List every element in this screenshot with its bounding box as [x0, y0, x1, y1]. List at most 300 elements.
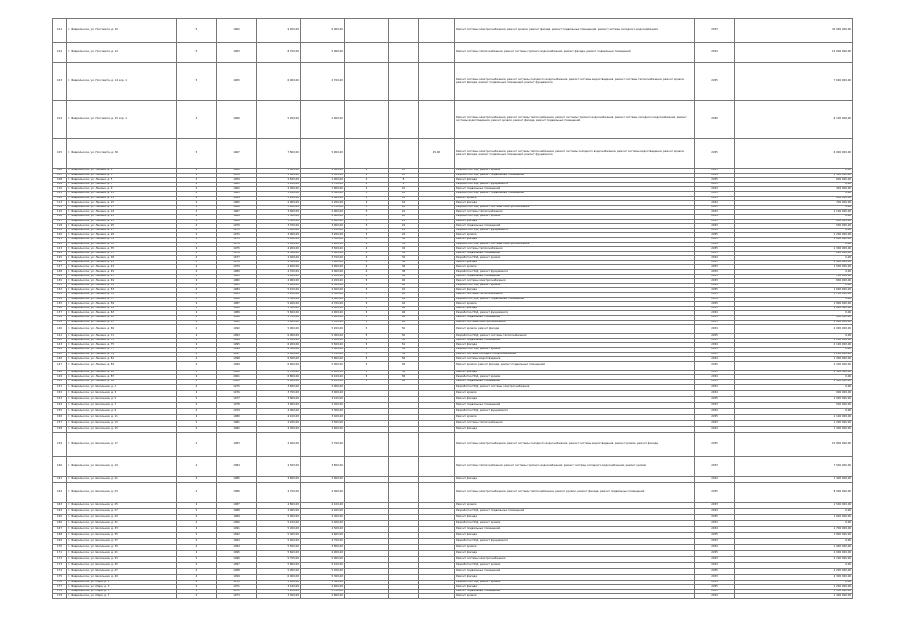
flats-cell: 24	[389, 224, 419, 229]
works-cell: Ремонт кровли, ремонт фасада	[455, 325, 695, 334]
year-cell: 1978	[217, 402, 257, 408]
living-area-cell: 4 900,00	[301, 550, 345, 556]
residents-cell	[419, 456, 455, 476]
living-area-cell: 1 900,00	[301, 178, 345, 183]
series-cell: 2	[177, 594, 217, 599]
cost-cell: 0,00	[735, 256, 853, 261]
works-cell: Ремонт фасада	[455, 514, 695, 520]
flats-cell: 8	[389, 182, 419, 187]
cost-cell: 0,00	[735, 538, 853, 544]
cost-cell: 1 300 000,00	[735, 357, 853, 362]
area-cell: 4 200,00	[257, 420, 301, 426]
living-area-cell: 4 000,00	[301, 270, 345, 275]
works-cell: Разработка ПСД, ремонт подвальных помещений	[455, 297, 695, 302]
floors-cell: 5	[345, 357, 389, 362]
year-cell: 1997	[217, 352, 257, 357]
living-area-cell: 3 000,00	[301, 224, 345, 229]
series-cell: 2	[177, 311, 217, 316]
address-cell: г. Февральское, ул. Ленина, д. 25	[67, 224, 177, 229]
series-cell: 5	[177, 63, 217, 101]
deadline-cell: 2034	[695, 242, 735, 247]
address-cell: г. Февральское, ул. Ленина, д. 87	[67, 375, 177, 380]
area-cell: 6 500,00	[257, 357, 301, 362]
cost-cell: 0,00	[735, 270, 853, 275]
cost-cell: 0,00	[735, 347, 853, 352]
living-area-cell: 4 000,00	[301, 482, 345, 502]
address-cell: г. Февральское, ул. Поссовета, д. 15 кор. 1	[67, 101, 177, 139]
flats-cell: 50	[389, 334, 419, 339]
table-row	[53, 19, 853, 43]
series-cell: 2	[177, 532, 217, 538]
floors-cell	[345, 482, 389, 502]
area-cell: 3 000,00	[257, 580, 301, 585]
series-cell: 2	[177, 196, 217, 201]
year-cell: 1991	[217, 526, 257, 532]
flats-cell: 12	[389, 173, 419, 178]
works-cell: Ремонт кровли	[455, 302, 695, 307]
area-cell: 4 600,00	[257, 476, 301, 482]
series-cell: 2	[177, 538, 217, 544]
area-cell: 3 000,00	[257, 169, 301, 174]
address-cell: г. Февральское, ул. Поссовета, д. 10	[67, 19, 177, 43]
row-number: 106	[53, 169, 67, 174]
cost-cell: 7 600 000,00	[735, 63, 853, 101]
deadline-cell: 2033	[695, 251, 735, 256]
living-area-cell: 3 600,00	[301, 251, 345, 256]
address-cell: г. Февральское, ул. Школьная, д. 25	[67, 502, 177, 508]
floors-cell: 5	[345, 316, 389, 321]
floors-cell	[345, 456, 389, 476]
cost-cell: 1 800 000,00	[735, 302, 853, 307]
area-cell: 5 200,00	[257, 293, 301, 298]
year-cell: 1988	[217, 508, 257, 514]
cost-cell: 1 200 000,00	[735, 585, 853, 590]
address-cell: г. Февральское, ул. Школьная, д. 1	[67, 384, 177, 390]
address-cell: г. Февральское, ул. Ленина, д. 77	[67, 347, 177, 352]
area-cell: 8 700,00	[257, 43, 301, 63]
series-cell: 2	[177, 334, 217, 339]
floors-cell: 5	[345, 361, 389, 370]
flats-cell: 56	[389, 357, 419, 362]
cost-cell: 0,00	[735, 384, 853, 390]
works-cell: Разработка ПСД, ремонт кровли	[455, 520, 695, 526]
year-cell: 1975	[217, 384, 257, 390]
living-area-cell: 4 200,00	[301, 508, 345, 514]
series-cell: 2	[177, 402, 217, 408]
area-cell: 6 400,00	[257, 352, 301, 357]
series-cell: 2	[177, 420, 217, 426]
living-area-cell: 4 900,00	[301, 311, 345, 316]
series-cell: 2	[177, 302, 217, 307]
living-area-cell: 2 600,00	[301, 585, 345, 590]
flats-cell: 44	[389, 297, 419, 302]
flats-cell: 58	[389, 375, 419, 380]
series-cell: 2	[177, 379, 217, 384]
row-number: 133	[53, 293, 67, 298]
table-row	[53, 139, 853, 169]
row-number: 158	[53, 426, 67, 432]
flats-cell: 58	[389, 370, 419, 375]
cost-cell: 1 300 000,00	[735, 426, 853, 432]
living-area-cell: 3 200,00	[301, 402, 345, 408]
works-cell: Разработка ПСД, ремонт фундамента	[455, 408, 695, 414]
living-area-cell: 4 500,00	[301, 293, 345, 298]
area-cell: 3 100,00	[257, 585, 301, 590]
address-cell: г. Февральское, ул. Школьная, д. 41	[67, 550, 177, 556]
living-area-cell: 3 600,00	[301, 426, 345, 432]
area-cell: 2 100,00	[257, 182, 301, 187]
deadline-cell: 2034	[695, 426, 735, 432]
series-cell: 2	[177, 320, 217, 325]
area-cell: 4 800,00	[257, 502, 301, 508]
deadline-cell: 2033	[695, 320, 735, 325]
address-cell: г. Февральское, ул. Ленина, д. 45	[67, 270, 177, 275]
floors-cell: 5	[345, 297, 389, 302]
cost-cell: 0,00	[735, 205, 853, 210]
table-row	[53, 361, 853, 370]
area-cell: 2 800,00	[257, 173, 301, 178]
flats-cell: 48	[389, 320, 419, 325]
works-cell: Ремонт подвальных помещений	[455, 187, 695, 192]
area-cell: 3 900,00	[257, 233, 301, 238]
row-number: 178	[53, 589, 67, 594]
address-cell: г. Февральское, ул. Ленина, д. 21	[67, 214, 177, 219]
row-number: 167	[53, 526, 67, 532]
living-area-cell: 2 700,00	[301, 63, 345, 101]
table-row	[53, 482, 853, 502]
living-area-cell: 3 100,00	[301, 396, 345, 402]
year-cell: 1965	[217, 63, 257, 101]
cost-cell: 0,00	[735, 297, 853, 302]
address-cell: г. Февральское, ул. Ленина, д. 31	[67, 237, 177, 242]
series-cell: 2	[177, 352, 217, 357]
cost-cell: 1 400 000,00	[735, 594, 853, 599]
floors-cell: 2	[345, 178, 389, 183]
address-cell: г. Февральское, ул. Ленина, д. 81	[67, 357, 177, 362]
year-cell: 1960	[217, 169, 257, 174]
address-cell: г. Февральское, ул. Ленина, д. 57	[67, 297, 177, 302]
address-cell: г. Февральское, ул. Школьная, д. 47	[67, 568, 177, 574]
series-cell: 2	[177, 414, 217, 420]
living-area-cell: 2 600,00	[301, 214, 345, 219]
area-cell: 5 000,00	[257, 283, 301, 288]
row-number: 161	[53, 476, 67, 482]
flats-cell: 22	[389, 210, 419, 215]
address-cell: г. Февральское, ул. Ленина, д. 89	[67, 379, 177, 384]
works-cell: Ремонт подвальных помещений	[455, 589, 695, 594]
flats-cell: 16	[389, 201, 419, 206]
deadline-cell: 2036	[695, 101, 735, 139]
deadline-cell: 2034	[695, 43, 735, 63]
floors-cell: 4	[345, 265, 389, 270]
cost-cell: 8 000 000,00	[735, 482, 853, 502]
flats-cell: 42	[389, 288, 419, 293]
cost-cell: 1 600 000,00	[735, 288, 853, 293]
series-cell: 2	[177, 585, 217, 590]
row-number: 143	[53, 343, 67, 348]
year-cell: 1996	[217, 556, 257, 562]
floors-cell: 5	[345, 338, 389, 343]
year-cell: 1992	[217, 325, 257, 334]
area-cell: 4 500,00	[257, 456, 301, 476]
row-number: 154	[53, 402, 67, 408]
living-area-cell: 3 200,00	[301, 233, 345, 238]
works-cell: Ремонт кровли	[455, 390, 695, 396]
year-cell: 1963	[217, 191, 257, 196]
address-cell: г. Февральское, ул. Мира, д. 3	[67, 585, 177, 590]
table-row	[53, 432, 853, 456]
series-cell: 2	[177, 260, 217, 265]
flats-cell: 36	[389, 260, 419, 265]
area-cell: 4 000,00	[257, 408, 301, 414]
flats-cell: 18	[389, 191, 419, 196]
cost-cell: 1 200 000,00	[735, 233, 853, 238]
year-cell: 1964	[217, 196, 257, 201]
row-number: 170	[53, 544, 67, 550]
address-cell: г. Февральское, ул. Ленина, д. 17	[67, 205, 177, 210]
cost-cell: 2 100 000,00	[735, 556, 853, 562]
cost-cell: 700 000,00	[735, 201, 853, 206]
row-number: 140	[53, 325, 67, 334]
year-cell: 1961	[217, 182, 257, 187]
floors-cell: 2	[345, 182, 389, 187]
year-cell: 1975	[217, 247, 257, 252]
floors-cell: 5	[345, 352, 389, 357]
cost-cell: 2 000 000,00	[735, 325, 853, 334]
year-cell: 1968	[217, 214, 257, 219]
series-cell: 2	[177, 568, 217, 574]
floors-cell: 2	[345, 173, 389, 178]
row-number: 103	[53, 63, 67, 101]
year-cell: 1985	[217, 476, 257, 482]
works-cell: Ремонт кровли, ремонт фасада, ремонт подвальных помещений	[455, 361, 695, 370]
year-cell: 1976	[217, 390, 257, 396]
row-number: 115	[53, 210, 67, 215]
living-area-cell: 2 500,00	[301, 580, 345, 585]
year-cell: 1962	[217, 19, 257, 43]
series-cell: 2	[177, 228, 217, 233]
cost-cell: 6 900 000,00	[735, 139, 853, 169]
works-cell: Ремонт системы холодного водоснабжения	[455, 352, 695, 357]
address-cell: г. Февральское, ул. Ленина, д. 29	[67, 233, 177, 238]
floors-cell	[345, 19, 389, 43]
series-cell: 2	[177, 550, 217, 556]
deadline-cell: 2033	[695, 538, 735, 544]
year-cell: 1995	[217, 550, 257, 556]
cost-cell: 600 000,00	[735, 251, 853, 256]
deadline-cell: 2034	[695, 325, 735, 334]
series-cell: 2	[177, 456, 217, 476]
series-cell: 2	[177, 214, 217, 219]
deadline-cell: 2035	[695, 550, 735, 556]
residents-cell	[419, 19, 455, 43]
flats-cell: 24	[389, 233, 419, 238]
flats-cell	[389, 594, 419, 599]
area-cell: 5 000,00	[257, 514, 301, 520]
cost-cell: 700 000,00	[735, 274, 853, 279]
works-cell: Разработка ПСД, ремонт кровли	[455, 283, 695, 288]
address-cell: г. Февральское, ул. Школьная, д. 21	[67, 476, 177, 482]
flats-cell	[389, 63, 419, 101]
area-cell: 3 300,00	[257, 594, 301, 599]
residents-cell	[419, 63, 455, 101]
flats-cell: 52	[389, 343, 419, 348]
cost-cell: 500 000,00	[735, 224, 853, 229]
cost-cell: 1 100 000,00	[735, 210, 853, 215]
residents-cell	[419, 482, 455, 502]
series-cell: 2	[177, 384, 217, 390]
works-cell: Ремонт подвальных помещений	[455, 251, 695, 256]
table-row	[53, 101, 853, 139]
table-row	[53, 43, 853, 63]
deadline-cell: 2033	[695, 352, 735, 357]
cost-cell: 10 800 000,00	[735, 432, 853, 456]
flats-cell: 42	[389, 293, 419, 298]
deadline-cell: 2034	[695, 297, 735, 302]
living-area-cell: 2 900,00	[301, 210, 345, 215]
series-cell: 2	[177, 390, 217, 396]
area-cell: 5 600,00	[257, 550, 301, 556]
address-cell: г. Февральское, ул. Ленина, д. 11	[67, 191, 177, 196]
year-cell: 1998	[217, 357, 257, 362]
address-cell: г. Февральское, ул. Школьная, д. 9	[67, 408, 177, 414]
floors-cell: 4	[345, 251, 389, 256]
area-cell: 6 300,00	[257, 347, 301, 352]
cost-cell: 900 000,00	[735, 390, 853, 396]
living-area-cell: 3 500,00	[301, 420, 345, 426]
area-cell: 5 300,00	[257, 297, 301, 302]
address-cell: г. Февральское, ул. Ленина, д. 13	[67, 196, 177, 201]
row-number: 121	[53, 237, 67, 242]
area-cell: 5 700,00	[257, 556, 301, 562]
year-cell: 1977	[217, 396, 257, 402]
series-cell: 2	[177, 580, 217, 585]
row-number: 145	[53, 352, 67, 357]
year-cell: 1985	[217, 293, 257, 298]
area-cell: 5 900,00	[257, 325, 301, 334]
living-area-cell: 5 400,00	[301, 338, 345, 343]
flats-cell: 46	[389, 306, 419, 311]
works-cell: Разработка ПСД, ремонт системы электроснабжения	[455, 384, 695, 390]
living-area-cell: 2 500,00	[301, 191, 345, 196]
cost-cell: 1 100 000,00	[735, 338, 853, 343]
deadline-cell: 2035	[695, 334, 735, 339]
deadline-cell: 2034	[695, 390, 735, 396]
area-cell: 5 200,00	[257, 526, 301, 532]
year-cell: 1986	[217, 297, 257, 302]
address-cell: г. Февральское, ул. Школьная, д. 23	[67, 482, 177, 502]
series-cell: 2	[177, 325, 217, 334]
series-cell: 2	[177, 283, 217, 288]
row-number: 113	[53, 201, 67, 206]
floors-cell: 3	[345, 228, 389, 233]
cost-cell: 6 100 000,00	[735, 101, 853, 139]
year-cell: 1973	[217, 594, 257, 599]
address-cell: г. Февральское, ул. Ленина, д. 15	[67, 201, 177, 206]
area-cell: 5 100,00	[257, 288, 301, 293]
year-cell: 2000	[217, 370, 257, 375]
area-cell: 4 500,00	[257, 260, 301, 265]
address-cell: г. Февральское, ул. Ленина, д. 67	[67, 320, 177, 325]
floors-cell: 5	[345, 293, 389, 298]
living-area-cell: 4 400,00	[301, 288, 345, 293]
cost-cell: 900 000,00	[735, 196, 853, 201]
row-number: 144	[53, 347, 67, 352]
works-cell: Ремонт кровли	[455, 594, 695, 599]
residents-cell	[419, 101, 455, 139]
series-cell: 2	[177, 306, 217, 311]
year-cell: 1967	[217, 139, 257, 169]
address-cell: г. Февральское, ул. Ленина, д. 23	[67, 219, 177, 224]
series-cell: 2	[177, 562, 217, 568]
floors-cell: 5	[345, 379, 389, 384]
flats-cell: 10	[389, 169, 419, 174]
living-area-cell: 4 700,00	[301, 302, 345, 307]
row-number: 135	[53, 302, 67, 307]
row-number: 119	[53, 228, 67, 233]
deadline-cell: 2035	[695, 178, 735, 183]
year-cell: 1991	[217, 320, 257, 325]
address-cell: г. Февральское, ул. Ленина, д. 69	[67, 325, 177, 334]
deadline-cell: 2034	[695, 270, 735, 275]
living-area-cell: 6 100,00	[301, 375, 345, 380]
deadline-cell: 2035	[695, 514, 735, 520]
living-area-cell: 4 200,00	[301, 279, 345, 284]
area-cell: 5 900,00	[257, 568, 301, 574]
address-cell: г. Февральское, ул. Ленина, д. 19	[67, 210, 177, 215]
living-area-cell: 3 800,00	[301, 260, 345, 265]
year-cell: 1989	[217, 514, 257, 520]
deadline-cell: 2033	[695, 19, 735, 43]
works-cell: Ремонт системы электроснабжения, ремонт системы теплоснабжения, ремонт системы горячего водоснабжения, ремонт системы холодного водоснабжения, ремонт системы водоотведения, ремонт кровли, ремонт фасада, ремонт подвальных помещений	[455, 101, 695, 139]
year-cell: 1982	[217, 426, 257, 432]
flats-cell: 38	[389, 270, 419, 275]
series-cell: 2	[177, 178, 217, 183]
year-cell: 1979	[217, 265, 257, 270]
living-area-cell: 5 000,00	[301, 556, 345, 562]
year-cell: 1969	[217, 219, 257, 224]
series-cell: 2	[177, 502, 217, 508]
row-number: 112	[53, 196, 67, 201]
works-cell: Ремонт подвальных помещений	[455, 338, 695, 343]
floors-cell: 3	[345, 224, 389, 229]
works-cell: Разработка ПСД, ремонт фундамента	[455, 270, 695, 275]
row-number: 107	[53, 173, 67, 178]
living-area-cell: 6 000,00	[301, 19, 345, 43]
deadline-cell: 2033	[695, 210, 735, 215]
deadline-cell: 2035	[695, 274, 735, 279]
deadline-cell: 2034	[695, 562, 735, 568]
deadline-cell: 2035	[695, 379, 735, 384]
floors-cell: 4	[345, 270, 389, 275]
address-cell: г. Февральское, ул. Школьная, д. 17	[67, 432, 177, 456]
deadline-cell: 2034	[695, 375, 735, 380]
area-cell: 4 100,00	[257, 242, 301, 247]
living-area-cell: 3 500,00	[301, 247, 345, 252]
area-cell: 4 800,00	[257, 274, 301, 279]
row-number: 172	[53, 556, 67, 562]
works-cell: Ремонт системы электроснабжения, ремонт системы теплоснабжения, ремонт системы холодного водоснабжения, ремонт системы водоотведения, ремонт кровли, ремонт фасада, ремонт подвальных помещений, ремонт фундамента	[455, 139, 695, 169]
flats-cell	[389, 101, 419, 139]
year-cell: 1984	[217, 456, 257, 476]
living-area-cell: 4 100,00	[301, 502, 345, 508]
series-cell: 2	[177, 343, 217, 348]
deadline-cell: 2035	[695, 139, 735, 169]
row-number: 117	[53, 219, 67, 224]
living-area-cell: 3 700,00	[301, 256, 345, 261]
flats-cell: 54	[389, 352, 419, 357]
area-cell: 3 700,00	[257, 390, 301, 396]
